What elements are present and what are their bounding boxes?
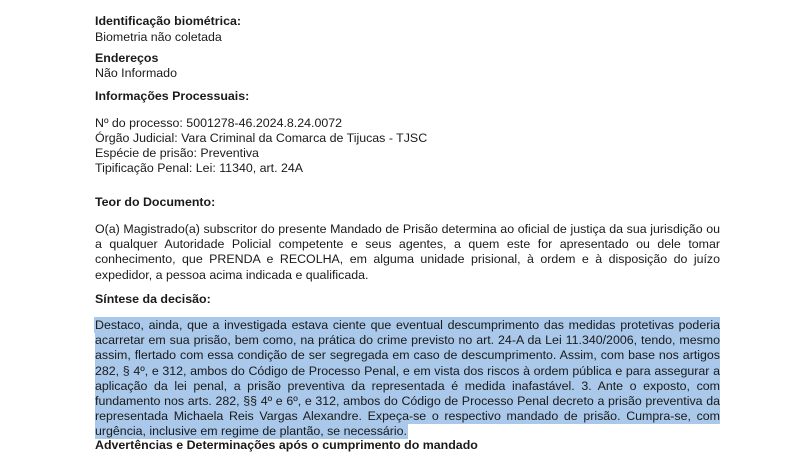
processo-number: Nº do processo: 5001278-46.2024.8.24.0072 <box>95 116 343 130</box>
sintese-title: Síntese da decisão: <box>95 292 211 306</box>
orgao-judicial: Órgão Judicial: Vara Criminal da Comarca de Tijucas - TJSC <box>95 131 428 145</box>
tipificacao-penal: Tipificação Penal: Lei: 11340, art. 24A <box>95 161 304 175</box>
biometria-value: Biometria não coletada <box>95 30 222 44</box>
highlighted-selection[interactable]: Destaco, ainda, que a investigada estava ciente que eventual descumprimento das medidas protetivas poderia acarretar em sua prisão, bem como, na prática do crime previsto no art. 24-A da Lei 11.340/2006, tendo, mesmo assim, flertado com essa condição de ser segregada em caso de descumprimento. Assim, com base nos artigos 282, § 4º, e 312, ambos do Código de Processo Penal, e em vista dos riscos à ordem pública e para assegurar a aplicação da lei penal, a prisão preventiva da representada é medida inafastável. 3. Ante o exposto, com fundamento nos arts. 282, §§ 4º e 6º, e 312, ambos do Código de Processo Penal decreto a prisão preventiva da representada Michaela Reis Vargas Alexandre. Expeça-se o respectivo mandado de prisão. Cumpra-se, com urgência, inclusive em regime de plantão, se necessário. <box>95 318 720 439</box>
teor-title: Teor do Documento: <box>95 195 216 209</box>
processuais-title: Informações Processuais: <box>95 89 250 103</box>
sintese-paragraph <box>95 318 720 440</box>
enderecos-title: Endereços <box>95 51 159 65</box>
advertencias-title: Advertências e Determinações após o cumprimento do mandado <box>95 438 478 452</box>
especie-prisao: Espécie de prisão: Preventiva <box>95 146 259 160</box>
enderecos-value: Não Informado <box>95 66 177 80</box>
biometria-title: Identificação biométrica: <box>95 14 241 28</box>
teor-paragraph: O(a) Magistrado(a) subscritor do presente Mandado de Prisão determina ao oficial de justiça da sua jurisdição ou a qualquer Autoridade Policial competente e seus agentes, a quem este for apresentado ou dele tomar conhecimento, que PRENDA e RECOLHA, em alguma unidade prisional, à ordem e à disposição do juízo expedidor, a pessoa acima indicada e qualificada. <box>95 222 720 282</box>
